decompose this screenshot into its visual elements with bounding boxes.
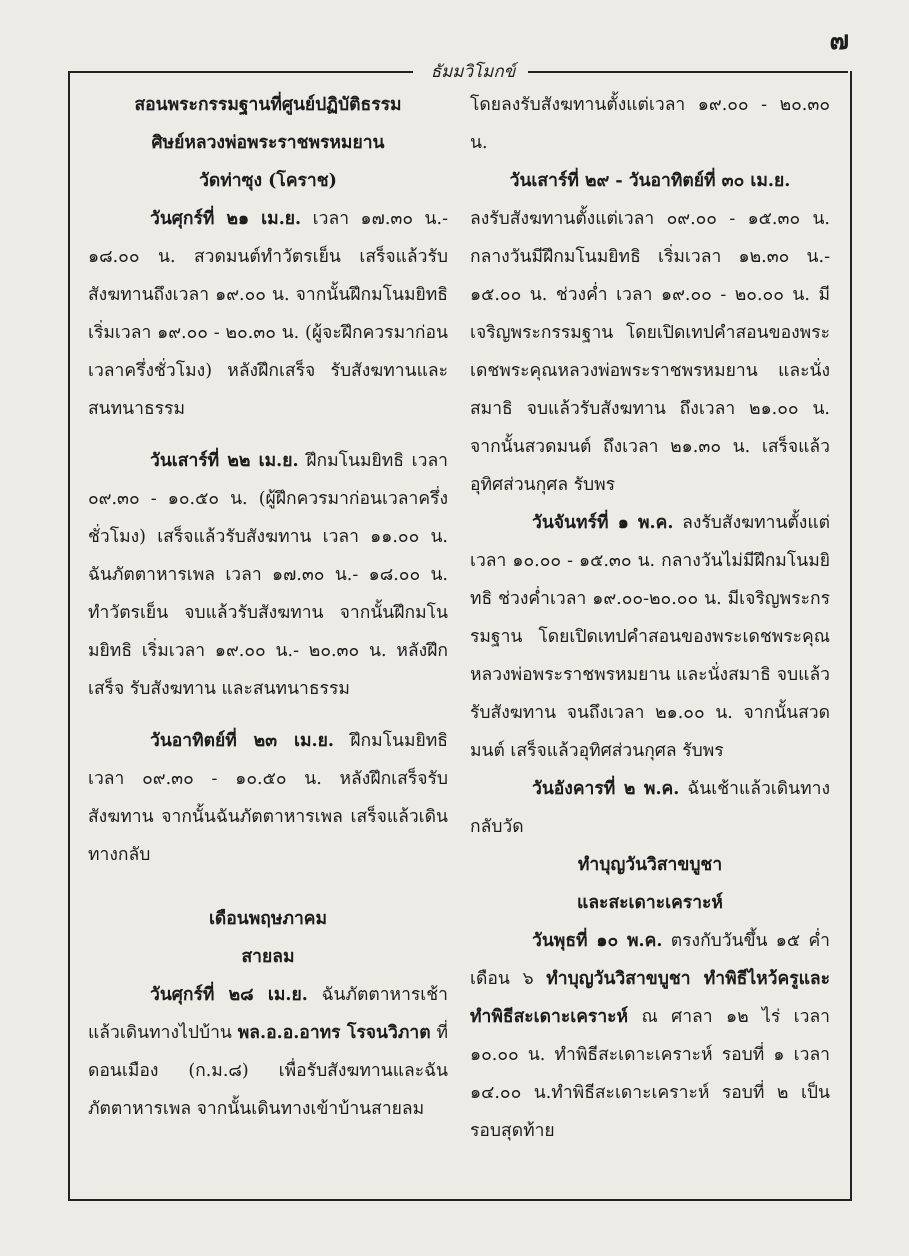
right-column [470, 86, 830, 1150]
schedule-text: ฝึกมโนมยิทธิ เวลา ๐๙.๓๐ - ๑๐.๕๐ น. (ผู้ฝึกควรมาก่อนเวลาครึ่งชั่วโมง) เสร็จแล้วรับสังฆทาน เวลา ๑๑.๐๐ น. ฉันภัตตาหารเพล เวลา ๑๗.๓๐ น.- ๑๘.๐๐ น. ทำวัตรเย็น จบแล้วรับสังฆทาน จากนั้นฝึกมโนมยิทธิ เริ่มเวลา ๑๙.๐๐ น.- ๒๐.๓๐ น. หลังฝึกเสร็จ รับสังฆทาน และสนทนาธรรม [88, 451, 448, 699]
schedule-text: ที่ดอนเมือง (ก.ม.๘) เพื่อรับสังฆทานและฉันภัตตาหารเพล จากนั้นเดินทางเข้าบ้านสายลม [88, 1023, 448, 1119]
schedule-paragraph [88, 200, 448, 428]
schedule-date: วันเสาร์ที่ ๒๙ - วันอาทิตย์ที่ ๓๐ เม.ย. [509, 171, 791, 191]
section-heading: สอนพระกรรมฐานที่ศูนย์ปฏิบัติธรรม [134, 95, 402, 115]
schedule-paragraph: ลงรับสังฆทานตั้งแต่เวลา ๐๙.๐๐ - ๑๕.๓๐ น. กลางวันมีฝึกมโนมยิทธิ เริ่มเวลา ๑๒.๓๐ น.- ๑๕.๐๐ น. ช่วงค่ำ เวลา ๑๙.๐๐ - ๒๐.๐๐ น. มีเจริญพระกรรมฐาน โดยเปิดเทปคำสอนของพระเดชพระคุณหลวงพ่อพระราชพรหมยาน และนั่งสมาธิ จบแล้วรับสังฆทาน ถึงเวลา ๒๑.๐๐ น. จากนั้นสวดมนต์ ถึงเวลา ๒๑.๓๐ น. เสร็จแล้วอุทิศส่วนกุศล รับพร [470, 209, 830, 495]
schedule-paragraph [88, 442, 448, 708]
left-column [88, 86, 448, 1128]
schedule-date: วันศุกร์ที่ ๒๑ เม.ย. [150, 209, 302, 229]
schedule-paragraph [470, 922, 830, 1150]
event-heading: ทำบุญวันวิสาขบูชา [577, 855, 723, 875]
schedule-text: ฝึกมโนมยิทธิ เวลา ๐๙.๓๐ - ๑๐.๕๐ น. หลังฝึกเสร็จรับสังฆทาน จากนั้นฉันภัตตาหารเพล เสร็จแล้วเดินทางกลับ [88, 731, 448, 865]
section-subheading: ศิษย์หลวงพ่อพระราชพรหมยาน [151, 133, 385, 153]
schedule-date: วันอังคารที่ ๒ พ.ค. [532, 779, 680, 799]
schedule-date: วันจันทร์ที่ ๑ พ.ค. [532, 513, 674, 533]
person-name: พล.อ.อ.อาทร โรจนวิภาต [237, 1023, 431, 1043]
schedule-text: ฉันเช้าแล้วเดินทางกลับวัด [470, 779, 830, 837]
schedule-text: ณ ศาลา ๑๒ ไร่ เวลา ๑๐.๐๐ น. ทำพิธีสะเดาะเคราะห์ รอบที่ ๑ เวลา ๑๔.๐๐ น.ทำพิธีสะเดาะเคราะห์ รอบที่ ๒ เป็นรอบสุดท้าย [470, 1007, 830, 1141]
schedule-paragraph: โดยลงรับสังฆทานตั้งแต่เวลา ๑๙.๐๐ - ๒๐.๓๐ น. [470, 95, 830, 153]
location-heading: สายลม [241, 947, 295, 967]
schedule-paragraph [88, 976, 448, 1128]
schedule-paragraph [470, 504, 830, 770]
section-location: วัดท่าซุง (โคราช) [199, 171, 337, 191]
ceremony-name: ทำบุญวันวิสาขบูชา ทำพิธีไหว้ครูและทำพิธีสะเดาะเคราะห์ [470, 969, 830, 1027]
page-number: ๗ [829, 26, 849, 56]
running-title: ธัมมวิโมกข์ [430, 62, 516, 82]
schedule-date: วันศุกร์ที่ ๒๘ เม.ย. [150, 985, 308, 1005]
schedule-paragraph [470, 770, 830, 846]
month-heading: เดือนพฤษภาคม [208, 909, 328, 929]
schedule-date: วันอาทิตย์ที่ ๒๓ เม.ย. [150, 731, 334, 751]
event-subheading: และสะเดาะเคราะห์ [577, 893, 723, 913]
schedule-text: ตรงกับวันขึ้น ๑๕ ค่ำ เดือน ๖ [470, 931, 830, 989]
schedule-text: เวลา ๑๗.๓๐ น.- ๑๘.๐๐ น. สวดมนต์ทำวัตรเย็น เสร็จแล้วรับสังฆทานถึงเวลา ๑๙.๐๐ น. จากนั้นฝึกมโนมยิทธิ เริ่มเวลา ๑๙.๐๐ - ๒๐.๓๐ น. (ผู้จะฝึกควรมาก่อนเวลาครึ่งชั่วโมง) หลังฝึกเสร็จ รับสังฆทานและสนทนาธรรม [88, 209, 448, 419]
schedule-text: ฉันภัตตาหารเช้าแล้วเดินทางไปบ้าน [88, 985, 448, 1043]
schedule-date: วันเสาร์ที่ ๒๒ เม.ย. [150, 451, 299, 471]
schedule-text: ลงรับสังฆทานตั้งแต่เวลา ๑๐.๐๐ - ๑๕.๓๐ น. กลางวันไม่มีฝึกมโนมยิทธิ ช่วงค่ำเวลา ๑๙.๐๐-๒๐.๐๐ น. มีเจริญพระกรรมฐาน โดยเปิดเทปคำสอนของพระเดชพระคุณหลวงพ่อพระราชพรหมยาน และนั่งสมาธิ จบแล้วรับสังฆทาน จนถึงเวลา ๒๑.๐๐ น. จากนั้นสวดมนต์ เสร็จแล้วอุทิศส่วนกุศล รับพร [470, 513, 830, 761]
schedule-paragraph [88, 722, 448, 874]
schedule-date: วันพุธที่ ๑๐ พ.ค. [532, 931, 663, 951]
